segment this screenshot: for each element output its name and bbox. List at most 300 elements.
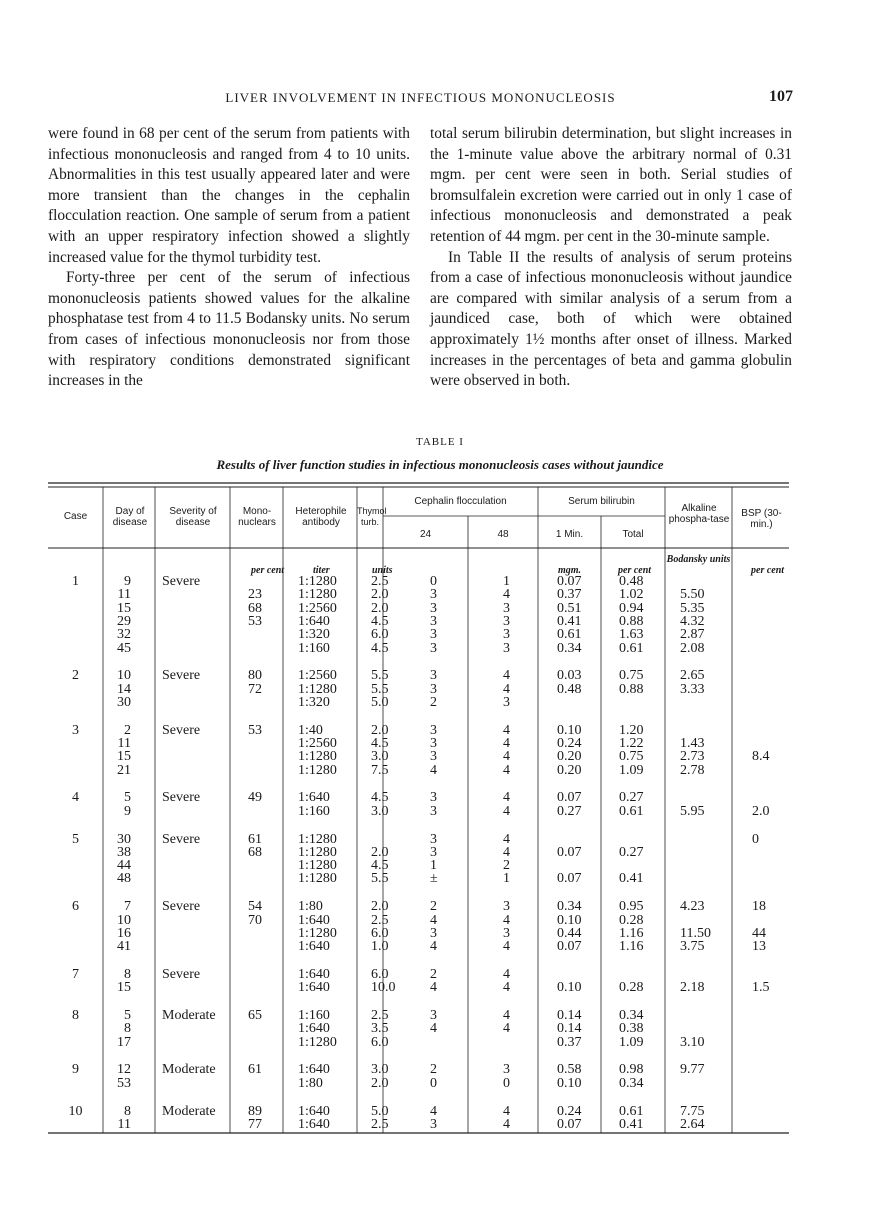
cell-heterophile: 1:1280 bbox=[298, 858, 337, 874]
cell-thymol: 5.0 bbox=[371, 694, 389, 710]
cell-cephalin-24: 2 bbox=[430, 694, 437, 710]
cell-bilirubin-total: 1.02 bbox=[619, 587, 644, 603]
cell-cephalin-48: 4 bbox=[503, 980, 510, 996]
cell-bilirubin-total: 1.16 bbox=[619, 939, 644, 955]
cell-thymol: 2.0 bbox=[371, 844, 389, 860]
cell-day: 17 bbox=[117, 1034, 131, 1050]
cell-day: 8 bbox=[124, 1021, 131, 1037]
header-bilirubin-total: Total bbox=[622, 529, 644, 540]
cell-bilirubin-total: 0.94 bbox=[619, 600, 644, 616]
severity-label: Severe bbox=[162, 966, 201, 982]
cell-bilirubin-total: 0.34 bbox=[619, 1075, 644, 1091]
cell-bilirubin-1min: 0.10 bbox=[557, 722, 582, 738]
cell-bilirubin-total: 0.61 bbox=[619, 1103, 644, 1119]
severity-label: Severe bbox=[162, 899, 201, 915]
cell-bilirubin-total: 1.20 bbox=[619, 722, 644, 738]
cell-bilirubin-1min: 0.58 bbox=[557, 1062, 582, 1078]
cell-day: 29 bbox=[117, 613, 131, 629]
cell-bilirubin-total: 0.61 bbox=[619, 640, 644, 656]
cell-cephalin-24: 4 bbox=[430, 980, 437, 996]
cell-thymol: 10.0 bbox=[371, 980, 396, 996]
cell-bilirubin-1min: 0.07 bbox=[557, 1116, 582, 1132]
cell-alkaline-phosphatase: 5.35 bbox=[680, 600, 705, 616]
cell-alkaline-phosphatase: 2.73 bbox=[680, 749, 705, 765]
cell-cephalin-48: 4 bbox=[503, 1103, 510, 1119]
cell-heterophile: 1:1280 bbox=[298, 844, 337, 860]
unit-alkaline-phosphatase: Bodansky units bbox=[666, 554, 731, 565]
severity-label: Moderate bbox=[162, 1103, 216, 1119]
cell-cephalin-48: 4 bbox=[503, 844, 510, 860]
cell-cephalin-24: 4 bbox=[430, 939, 437, 955]
cell-bsp: 13 bbox=[752, 939, 766, 955]
cell-cephalin-24: 4 bbox=[430, 1103, 437, 1119]
cell-heterophile: 1:640 bbox=[298, 1021, 330, 1037]
cell-bilirubin-total: 0.48 bbox=[619, 574, 644, 589]
cell-cephalin-24: 2 bbox=[430, 899, 437, 915]
unit-mononuclears: per cent bbox=[251, 565, 285, 576]
cell-bilirubin-total: 0.98 bbox=[619, 1062, 644, 1078]
cell-bsp: 2.0 bbox=[752, 803, 770, 819]
cell-day: 10 bbox=[117, 668, 131, 684]
cell-thymol: 2.0 bbox=[371, 899, 389, 915]
cell-thymol: 7.5 bbox=[371, 762, 389, 778]
cell-alkaline-phosphatase: 3.75 bbox=[680, 939, 705, 955]
cell-cephalin-48: 2 bbox=[503, 858, 510, 874]
cell-bilirubin-1min: 0.03 bbox=[557, 668, 582, 684]
cell-alkaline-phosphatase: 4.23 bbox=[680, 899, 705, 915]
cell-alkaline-phosphatase: 2.18 bbox=[680, 980, 705, 996]
cell-heterophile: 1:320 bbox=[298, 694, 330, 710]
unit-bsp: per cent bbox=[751, 565, 785, 576]
cell-day: 44 bbox=[117, 858, 131, 874]
cell-heterophile: 1:640 bbox=[298, 613, 330, 629]
case-number: 1 bbox=[72, 574, 79, 589]
cell-alkaline-phosphatase: 1.43 bbox=[680, 736, 705, 751]
cell-mononuclears: 68 bbox=[248, 844, 262, 860]
cell-heterophile: 1:640 bbox=[298, 790, 330, 806]
cell-bilirubin-total: 1.16 bbox=[619, 925, 644, 941]
cell-cephalin-48: 3 bbox=[503, 899, 510, 915]
cell-thymol: 4.5 bbox=[371, 736, 389, 751]
cell-day: 11 bbox=[117, 587, 131, 603]
cell-mononuclears: 70 bbox=[248, 912, 262, 928]
header-mononuclears: Mono-nuclears bbox=[238, 506, 276, 528]
cell-bsp: 1.5 bbox=[752, 980, 770, 996]
cell-day: 30 bbox=[117, 694, 131, 710]
cell-thymol: 2.0 bbox=[371, 600, 389, 616]
cell-bilirubin-total: 0.88 bbox=[619, 681, 644, 697]
cell-heterophile: 1:1280 bbox=[298, 762, 337, 778]
cell-bsp: 18 bbox=[752, 899, 766, 915]
cell-bilirubin-total: 0.28 bbox=[619, 980, 644, 996]
page-number: 107 bbox=[769, 88, 793, 105]
cell-cephalin-24: 2 bbox=[430, 1062, 437, 1078]
cell-heterophile: 1:1280 bbox=[298, 1034, 337, 1050]
cell-thymol: 4.5 bbox=[371, 640, 389, 656]
severity-label: Severe bbox=[162, 831, 201, 847]
cell-heterophile: 1:1280 bbox=[298, 749, 337, 765]
header-day: Day of disease bbox=[112, 506, 148, 528]
header-cephalin: Cephalin flocculation bbox=[414, 496, 507, 507]
header-bsp: BSP (30-min.) bbox=[741, 508, 782, 530]
cell-cephalin-48: 4 bbox=[503, 762, 510, 778]
cell-thymol: 4.5 bbox=[371, 790, 389, 806]
cell-cephalin-24: 4 bbox=[430, 1021, 437, 1037]
header-bilirubin-1min: 1 Min. bbox=[555, 529, 584, 540]
cell-bilirubin-total: 1.09 bbox=[619, 762, 644, 778]
cell-alkaline-phosphatase: 2.78 bbox=[680, 762, 705, 778]
cell-bilirubin-1min: 0.27 bbox=[557, 803, 582, 819]
cell-heterophile: 1:80 bbox=[298, 899, 323, 915]
cell-cephalin-24: 4 bbox=[430, 762, 437, 778]
cell-thymol: 1.0 bbox=[371, 939, 389, 955]
cell-cephalin-24: 3 bbox=[430, 640, 437, 656]
cell-heterophile: 1:80 bbox=[298, 1075, 323, 1091]
cell-cephalin-24: 3 bbox=[430, 790, 437, 806]
cell-alkaline-phosphatase: 5.95 bbox=[680, 803, 705, 819]
cell-mononuclears: 23 bbox=[248, 587, 262, 603]
cell-day: 15 bbox=[117, 980, 131, 996]
cell-mononuclears: 65 bbox=[248, 1008, 262, 1023]
cell-mononuclears: 77 bbox=[248, 1116, 262, 1132]
cell-cephalin-48: 4 bbox=[503, 912, 510, 928]
results-table bbox=[48, 481, 789, 1135]
cell-cephalin-48: 4 bbox=[503, 1021, 510, 1037]
table-rules bbox=[48, 481, 789, 1135]
cell-day: 14 bbox=[117, 681, 131, 697]
cell-day: 5 bbox=[124, 790, 131, 806]
cell-mononuclears: 61 bbox=[248, 1062, 262, 1078]
cell-cephalin-48: 4 bbox=[503, 587, 510, 603]
cell-thymol: 3.0 bbox=[371, 1062, 389, 1078]
severity-label: Severe bbox=[162, 722, 201, 738]
cell-bilirubin-1min: 0.61 bbox=[557, 627, 582, 643]
cell-bilirubin-1min: 0.07 bbox=[557, 790, 582, 806]
cell-thymol: 6.0 bbox=[371, 1034, 389, 1050]
cell-cephalin-24: 3 bbox=[430, 749, 437, 765]
cell-thymol: 2.5 bbox=[371, 574, 389, 589]
cell-cephalin-24: ± bbox=[430, 871, 438, 887]
cell-thymol: 6.0 bbox=[371, 966, 389, 982]
cell-day: 16 bbox=[117, 925, 131, 941]
cell-day: 9 bbox=[124, 803, 131, 819]
cell-bilirubin-total: 1.63 bbox=[619, 627, 644, 643]
left-paragraph-1: were found in 68 per cent of the serum from patients with infectious mononucleosis and ranged from 4 to 10 units. Abnormalities in this test usually appeared later and were more transient than the changes in the cephalin flocculation reaction. One sample of serum from a patient with an upper respiratory infection showed a slightly increased value for the thymol turbidity test. bbox=[48, 125, 410, 266]
cell-bilirubin-total: 0.95 bbox=[619, 899, 644, 915]
cell-bilirubin-total: 0.28 bbox=[619, 912, 644, 928]
cell-bilirubin-total: 0.61 bbox=[619, 803, 644, 819]
cell-thymol: 2.0 bbox=[371, 587, 389, 603]
cell-alkaline-phosphatase: 11.50 bbox=[680, 925, 711, 941]
cell-mononuclears: 61 bbox=[248, 831, 262, 847]
cell-bilirubin-1min: 0.34 bbox=[557, 640, 582, 656]
cell-day: 10 bbox=[117, 912, 131, 928]
cell-thymol: 5.5 bbox=[371, 668, 389, 684]
cell-cephalin-24: 0 bbox=[430, 1075, 437, 1091]
cell-cephalin-48: 4 bbox=[503, 966, 510, 982]
cell-cephalin-24: 2 bbox=[430, 966, 437, 982]
unit-bilirubin-1min: mgm. bbox=[558, 565, 582, 576]
cell-cephalin-48: 4 bbox=[503, 790, 510, 806]
cell-day: 41 bbox=[117, 939, 131, 955]
cell-mononuclears: 54 bbox=[248, 899, 262, 915]
case-number: 3 bbox=[72, 722, 79, 738]
cell-bsp: 44 bbox=[752, 925, 766, 941]
cell-mononuclears: 89 bbox=[248, 1103, 262, 1119]
cell-cephalin-24: 3 bbox=[430, 844, 437, 860]
cell-heterophile: 1:640 bbox=[298, 1116, 330, 1132]
left-column bbox=[48, 124, 410, 392]
cell-alkaline-phosphatase: 2.08 bbox=[680, 640, 705, 656]
cell-thymol: 5.5 bbox=[371, 681, 389, 697]
cell-thymol: 5.5 bbox=[371, 871, 389, 887]
cell-bsp: 0 bbox=[752, 831, 759, 847]
cell-cephalin-48: 4 bbox=[503, 1008, 510, 1023]
right-paragraph-1: total serum bilirubin determination, but slight increases in the 1-minute value above the arbitrary normal of 0.31 mgm. per cent were seen in both. Serial studies of bromsulfalein excretion were carried out in only 1 case of infectious mononucleosis and demonstrated a peak retention of 44 mgm. per cent in the 30-minute sample. bbox=[430, 125, 792, 245]
cell-cephalin-24: 3 bbox=[430, 668, 437, 684]
cell-bilirubin-total: 0.41 bbox=[619, 871, 644, 887]
cell-heterophile: 1:2560 bbox=[298, 736, 337, 751]
cell-thymol: 2.0 bbox=[371, 1075, 389, 1091]
cell-heterophile: 1:640 bbox=[298, 980, 330, 996]
cell-thymol: 4.5 bbox=[371, 613, 389, 629]
cell-cephalin-48: 3 bbox=[503, 694, 510, 710]
unit-bilirubin-total: per cent bbox=[618, 565, 652, 576]
cell-bilirubin-1min: 0.14 bbox=[557, 1021, 582, 1037]
cell-cephalin-24: 3 bbox=[430, 736, 437, 751]
case-number: 9 bbox=[72, 1062, 79, 1078]
cell-bilirubin-1min: 0.14 bbox=[557, 1008, 582, 1023]
cell-cephalin-24: 3 bbox=[430, 803, 437, 819]
right-paragraph-2: In Table II the results of analysis of serum proteins from a case of infectious mononucleosis without jaundice are compared with similar analysis of a serum from a jaundiced case, both of which were obtained approximately 1½ months after onset of illness. Marked increases in the percentages of beta and gamma globulin were observed in both. bbox=[430, 248, 792, 390]
cell-cephalin-24: 4 bbox=[430, 912, 437, 928]
cell-bilirubin-1min: 0.48 bbox=[557, 681, 582, 697]
cell-day: 8 bbox=[124, 1103, 131, 1119]
cell-thymol: 6.0 bbox=[371, 627, 389, 643]
cell-heterophile: 1:640 bbox=[298, 1103, 330, 1119]
cell-cephalin-48: 3 bbox=[503, 1062, 510, 1078]
cell-day: 11 bbox=[117, 1116, 131, 1132]
case-number: 4 bbox=[72, 790, 79, 806]
table-label: TABLE I bbox=[416, 436, 464, 448]
cell-alkaline-phosphatase: 2.87 bbox=[680, 627, 705, 643]
cell-bilirubin-1min: 0.20 bbox=[557, 762, 582, 778]
cell-cephalin-48: 3 bbox=[503, 640, 510, 656]
cell-alkaline-phosphatase: 9.77 bbox=[680, 1062, 705, 1078]
header-alkaline-phosphatase: Alkaline phospha-tase bbox=[668, 503, 730, 525]
cell-bilirubin-total: 0.27 bbox=[619, 844, 644, 860]
cell-cephalin-48: 3 bbox=[503, 600, 510, 616]
cell-day: 53 bbox=[117, 1075, 131, 1091]
right-column bbox=[430, 124, 792, 392]
cell-bilirubin-total: 0.38 bbox=[619, 1021, 644, 1037]
cell-day: 32 bbox=[117, 627, 131, 643]
severity-label: Moderate bbox=[162, 1062, 216, 1078]
cell-heterophile: 1:640 bbox=[298, 939, 330, 955]
header-case: Case bbox=[63, 511, 88, 522]
cell-bilirubin-total: 1.22 bbox=[619, 736, 644, 751]
cell-bilirubin-1min: 0.07 bbox=[557, 844, 582, 860]
cell-cephalin-48: 3 bbox=[503, 613, 510, 629]
cell-bilirubin-total: 0.34 bbox=[619, 1008, 644, 1023]
cell-cephalin-48: 4 bbox=[503, 722, 510, 738]
cell-heterophile: 1:160 bbox=[298, 1008, 330, 1023]
cell-day: 7 bbox=[124, 899, 131, 915]
cell-cephalin-24: 3 bbox=[430, 587, 437, 603]
case-number: 7 bbox=[72, 966, 79, 982]
cell-thymol: 5.0 bbox=[371, 1103, 389, 1119]
cell-thymol: 4.5 bbox=[371, 858, 389, 874]
cell-cephalin-24: 3 bbox=[430, 1008, 437, 1023]
case-number: 8 bbox=[72, 1008, 79, 1023]
table-caption: Results of liver function studies in infectious mononucleosis cases without jaundice bbox=[216, 457, 664, 472]
cell-bilirubin-1min: 0.20 bbox=[557, 749, 582, 765]
cell-mononuclears: 53 bbox=[248, 613, 262, 629]
cell-day: 15 bbox=[117, 600, 131, 616]
cell-bilirubin-1min: 0.37 bbox=[557, 1034, 582, 1050]
cell-thymol: 2.5 bbox=[371, 1008, 389, 1023]
cell-thymol: 3.0 bbox=[371, 749, 389, 765]
cell-bilirubin-total: 0.75 bbox=[619, 749, 644, 765]
case-number: 10 bbox=[68, 1103, 83, 1119]
cell-cephalin-48: 4 bbox=[503, 736, 510, 751]
cell-cephalin-48: 4 bbox=[503, 681, 510, 697]
header-cephalin-24: 24 bbox=[419, 529, 432, 540]
cell-cephalin-24: 3 bbox=[430, 925, 437, 941]
severity-label: Severe bbox=[162, 790, 201, 806]
cell-bilirubin-total: 0.88 bbox=[619, 613, 644, 629]
cell-heterophile: 1:2560 bbox=[298, 668, 337, 684]
cell-bilirubin-1min: 0.34 bbox=[557, 899, 582, 915]
unit-thymol: units bbox=[372, 565, 393, 576]
cell-cephalin-48: 4 bbox=[503, 939, 510, 955]
cell-cephalin-24: 1 bbox=[430, 858, 437, 874]
cell-cephalin-48: 4 bbox=[503, 831, 510, 847]
case-number: 6 bbox=[72, 899, 79, 915]
cell-day: 8 bbox=[124, 966, 131, 982]
cell-alkaline-phosphatase: 3.10 bbox=[680, 1034, 705, 1050]
cell-heterophile: 1:160 bbox=[298, 640, 330, 656]
cell-bilirubin-1min: 0.41 bbox=[557, 613, 582, 629]
cell-heterophile: 1:1280 bbox=[298, 925, 337, 941]
cell-heterophile: 1:1280 bbox=[298, 871, 337, 887]
cell-cephalin-24: 3 bbox=[430, 627, 437, 643]
cell-alkaline-phosphatase: 7.75 bbox=[680, 1103, 705, 1119]
header-heterophile: Heterophile antibody bbox=[295, 506, 347, 528]
cell-thymol: 3.5 bbox=[371, 1021, 389, 1037]
cell-bilirubin-1min: 0.07 bbox=[557, 939, 582, 955]
cell-day: 5 bbox=[124, 1008, 131, 1023]
left-paragraph-2: Forty-three per cent of the serum of infectious mononucleosis patients showed values for the alkaline phosphatase test from 4 to 11.5 Bodansky units. No serum from cases of infectious mononucleosis nor from those with respiratory conditions demonstrated significant increases in the bbox=[48, 269, 410, 390]
cell-heterophile: 1:2560 bbox=[298, 600, 337, 616]
cell-thymol: 2.5 bbox=[371, 1116, 389, 1132]
cell-cephalin-48: 4 bbox=[503, 749, 510, 765]
cell-alkaline-phosphatase: 2.65 bbox=[680, 668, 705, 684]
cell-bilirubin-total: 0.27 bbox=[619, 790, 644, 806]
running-head-title: LIVER INVOLVEMENT IN INFECTIOUS MONONUCLEOSIS bbox=[225, 90, 616, 105]
unit-heterophile: titer bbox=[313, 565, 330, 576]
cell-bilirubin-total: 0.41 bbox=[619, 1116, 644, 1132]
cell-day: 9 bbox=[124, 574, 131, 589]
cell-bilirubin-total: 0.75 bbox=[619, 668, 644, 684]
cell-day: 48 bbox=[117, 871, 131, 887]
cell-heterophile: 1:1280 bbox=[298, 831, 337, 847]
cell-bsp: 8.4 bbox=[752, 749, 770, 765]
cell-bilirubin-1min: 0.24 bbox=[557, 736, 582, 751]
cell-thymol: 2.5 bbox=[371, 912, 389, 928]
cell-day: 2 bbox=[124, 722, 131, 738]
cell-heterophile: 1:1280 bbox=[298, 681, 337, 697]
cell-cephalin-24: 3 bbox=[430, 722, 437, 738]
cell-cephalin-24: 3 bbox=[430, 681, 437, 697]
header-severity: Severity of disease bbox=[169, 506, 217, 528]
cell-day: 12 bbox=[117, 1062, 131, 1078]
cell-heterophile: 1:320 bbox=[298, 627, 330, 643]
severity-label: Moderate bbox=[162, 1008, 216, 1023]
severity-label: Severe bbox=[162, 668, 201, 684]
header-bilirubin: Serum bilirubin bbox=[568, 496, 635, 507]
cell-heterophile: 1:640 bbox=[298, 1062, 330, 1078]
cell-mononuclears: 72 bbox=[248, 681, 262, 697]
severity-label: Severe bbox=[162, 574, 201, 589]
cell-heterophile: 1:160 bbox=[298, 803, 330, 819]
header-cephalin-48: 48 bbox=[497, 529, 509, 540]
cell-bilirubin-1min: 0.10 bbox=[557, 1075, 582, 1091]
cell-bilirubin-1min: 0.07 bbox=[557, 871, 582, 887]
cell-bilirubin-1min: 0.44 bbox=[557, 925, 582, 941]
cell-day: 45 bbox=[117, 640, 131, 656]
cell-heterophile: 1:1280 bbox=[298, 587, 337, 603]
cell-heterophile: 1:640 bbox=[298, 912, 330, 928]
case-number: 5 bbox=[72, 831, 79, 847]
cell-cephalin-24: 3 bbox=[430, 1116, 437, 1132]
cell-cephalin-48: 0 bbox=[503, 1075, 510, 1091]
cell-cephalin-48: 1 bbox=[503, 871, 510, 887]
cell-cephalin-48: 4 bbox=[503, 1116, 510, 1132]
cell-bilirubin-1min: 0.10 bbox=[557, 912, 582, 928]
cell-mononuclears: 68 bbox=[248, 600, 262, 616]
cell-bilirubin-1min: 0.10 bbox=[557, 980, 582, 996]
cell-cephalin-24: 3 bbox=[430, 613, 437, 629]
cell-cephalin-48: 1 bbox=[503, 574, 510, 589]
cell-alkaline-phosphatase: 3.33 bbox=[680, 681, 705, 697]
cell-bilirubin-1min: 0.37 bbox=[557, 587, 582, 603]
cell-cephalin-24: 3 bbox=[430, 831, 437, 847]
cell-alkaline-phosphatase: 5.50 bbox=[680, 587, 705, 603]
cell-thymol: 6.0 bbox=[371, 925, 389, 941]
cell-bilirubin-total: 1.09 bbox=[619, 1034, 644, 1050]
cell-cephalin-48: 3 bbox=[503, 627, 510, 643]
cell-bilirubin-1min: 0.24 bbox=[557, 1103, 582, 1119]
cell-mononuclears: 80 bbox=[248, 668, 262, 684]
cell-bilirubin-1min: 0.51 bbox=[557, 600, 582, 616]
cell-thymol: 3.0 bbox=[371, 803, 389, 819]
cell-day: 15 bbox=[117, 749, 131, 765]
cell-mononuclears: 49 bbox=[248, 790, 262, 806]
cell-bilirubin-1min: 0.07 bbox=[557, 574, 582, 589]
cell-heterophile: 1:40 bbox=[298, 722, 323, 738]
cell-heterophile: 1:1280 bbox=[298, 574, 337, 589]
cell-cephalin-24: 3 bbox=[430, 600, 437, 616]
running-head bbox=[48, 90, 793, 110]
cell-day: 21 bbox=[117, 762, 131, 778]
cell-alkaline-phosphatase: 4.32 bbox=[680, 613, 705, 629]
cell-cephalin-48: 3 bbox=[503, 925, 510, 941]
header-thymol: Thymol turb. bbox=[357, 506, 387, 527]
case-number: 2 bbox=[72, 668, 79, 684]
cell-alkaline-phosphatase: 2.64 bbox=[680, 1116, 705, 1132]
cell-cephalin-48: 4 bbox=[503, 668, 510, 684]
